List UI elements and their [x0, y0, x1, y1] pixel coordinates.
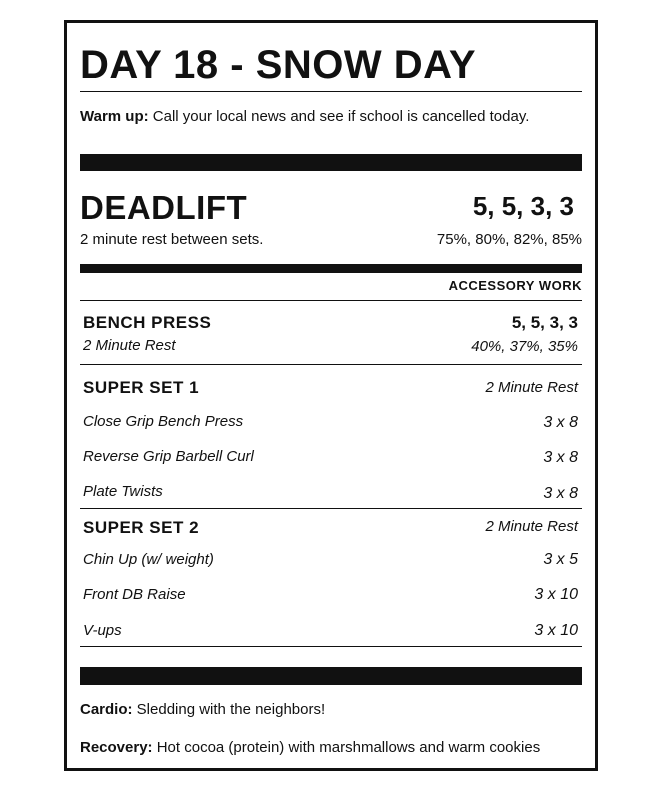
bench-press-name: BENCH PRESS — [83, 313, 212, 332]
bench-press-percentages: 40%, 37%, 35% — [471, 338, 578, 355]
exercise-name: Chin Up (w/ weight) — [83, 551, 214, 568]
recovery-label: Recovery: — [80, 739, 153, 756]
warmup-line — [80, 107, 529, 127]
exercise-name: V-ups — [83, 622, 122, 639]
exercise-prescription: 3 x 10 — [534, 586, 578, 603]
exercise-name: Reverse Grip Barbell Curl — [83, 448, 254, 465]
main-lift-percentages: 75%, 80%, 82%, 85% — [436, 231, 582, 248]
cardio-label: Cardio: — [80, 701, 133, 718]
warmup-text: Call your local news and see if school is cancelled today. — [152, 108, 530, 125]
exercise-name: Front DB Raise — [83, 586, 186, 603]
superset-1-rest: 2 Minute Rest — [485, 379, 578, 396]
exercise-prescription: 3 x 8 — [543, 449, 578, 466]
accessory-divider — [80, 300, 582, 301]
exercise-prescription: 3 x 8 — [543, 414, 578, 431]
exercise-prescription: 3 x 8 — [543, 485, 578, 502]
section-bar-bottom — [80, 667, 582, 685]
main-lift-sets: 5, 5, 3, 3 — [472, 191, 574, 221]
workout-card-content — [80, 23, 582, 768]
page-title: DAY 18 - SNOW DAY — [80, 43, 477, 87]
superset-2-name: SUPER SET 2 — [83, 518, 200, 537]
section-bar-top — [80, 154, 582, 171]
bench-press-rest: 2 Minute Rest — [83, 337, 176, 354]
section-bar-middle — [80, 264, 582, 273]
superset-2-rest: 2 Minute Rest — [485, 518, 578, 535]
exercise-prescription: 3 x 10 — [534, 622, 578, 639]
superset-2-divider — [80, 646, 582, 647]
cardio-text: Sledding with the neighbors! — [136, 701, 326, 718]
cardio-line — [80, 700, 325, 720]
title-divider — [80, 91, 582, 92]
superset-1-name: SUPER SET 1 — [83, 378, 200, 397]
exercise-prescription: 3 x 5 — [543, 551, 578, 568]
main-lift-rest: 2 minute rest between sets. — [80, 231, 264, 248]
main-lift-name: DEADLIFT — [80, 189, 248, 226]
superset-1-divider — [80, 508, 582, 509]
exercise-name: Close Grip Bench Press — [83, 413, 244, 430]
warmup-label: Warm up: — [80, 108, 149, 125]
workout-card — [64, 20, 598, 771]
bench-press-sets: 5, 5, 3, 3 — [511, 313, 578, 332]
recovery-line — [80, 738, 540, 758]
accessory-header: ACCESSORY WORK — [448, 278, 582, 293]
bench-divider — [80, 364, 582, 365]
exercise-name: Plate Twists — [83, 483, 163, 500]
recovery-text: Hot cocoa (protein) with marshmallows and warm cookies — [156, 739, 541, 756]
